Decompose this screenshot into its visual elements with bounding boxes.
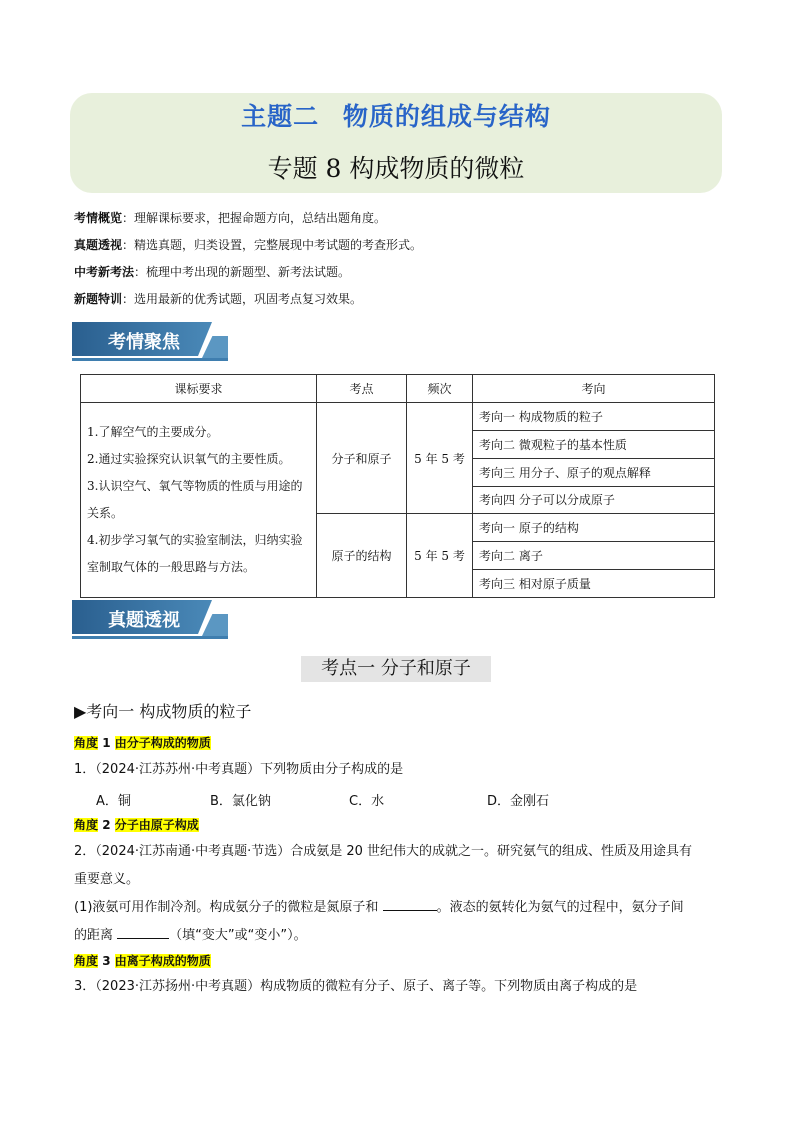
requirement-item: 2.通过实验探究认识氧气的主要性质。 [87,451,291,466]
angle-label-2: 角度 2 分子由原子构成 [74,818,199,832]
intro-line-2: 真题透视：精选真题，归类设置，完整展现中考试题的考查形式。 [74,238,423,252]
angle-label-1: 角度 1 由分子构成的物质 [74,736,211,750]
intro-line-1: 考情概览：理解课标要求，把握命题方向，总结出题角度。 [74,211,387,225]
direction-cell: 考向三 用分子、原子的观点解释 [473,458,715,486]
direction-cell: 考向四 分子可以分成原子 [473,486,715,514]
point-cell: 分子和原子 [317,402,407,514]
q1-option-d: D．金刚石 [487,794,550,809]
q1-option-a: A．铜 [96,794,131,809]
q2-line-4: 的距离 （填“变大”或“变小”）。 [74,928,307,943]
direction-cell: 考向三 相对原子质量 [473,570,715,598]
direction-cell: 考向二 微观粒子的基本性质 [473,430,715,458]
q1-option-b: B．氯化钠 [210,794,271,809]
main-title: 主题二 物质的组成与结构 [241,102,551,131]
q2-line-3: (1)液氨可用作制冷剂。构成氨分子的微粒是氮原子和 。液态的氨转化为氨气的过程中，氨分子间 [74,900,684,915]
exam-table [80,374,714,598]
freq-cell: 5 年 5 考 [407,402,473,514]
angle-label-3: 角度 3 由离子构成的物质 [74,954,211,968]
question-1: 1．（2024·江苏苏州·中考真题）下列物质由分子构成的是 [74,762,404,777]
header-cell: 考点 [317,375,407,403]
requirements-cell [81,402,317,597]
section-tag-real-label: 真题透视 [108,610,180,631]
freq-cell: 5 年 5 考 [407,514,473,598]
kaoxiang-heading: ▶考向一 构成物质的粒子 [74,702,252,721]
direction-cell: 考向一 原子的结构 [473,514,715,542]
direction-cell: 考向二 离子 [473,542,715,570]
header-cell: 频次 [407,375,473,403]
section-tag-real [72,600,228,644]
sub-title: 专题 8 构成物质的微粒 [267,154,525,183]
requirement-item: 1.了解空气的主要成分。 [87,424,219,439]
table-header-row [81,375,715,403]
answer-blank-2[interactable] [117,926,169,939]
question-3: 3．（2023·江苏扬州·中考真题）构成物质的微粒有分子、原子、离子等。下列物质由离子构成的是 [74,979,638,994]
header-banner [70,93,722,193]
q1-option-c: C．水 [349,794,385,809]
kaodian-heading: 考点一 分子和原子 [301,656,491,682]
requirement-item: 4.初步学习氧气的实验室制法，归纳实验室制取气体的一般思路与方法。 [87,532,303,574]
intro-line-4: 新题特训：选用最新的优秀试题，巩固考点复习效果。 [74,292,363,306]
section-tag-focus [72,322,228,366]
question-2 [74,838,734,950]
point-cell: 原子的结构 [317,514,407,598]
requirement-item: 3.认识空气、氧气等物质的性质与用途的关系。 [87,478,303,520]
section-tag-focus-label: 考情聚焦 [108,332,180,353]
q2-line-1: 2．（2024·江苏南通·中考真题·节选）合成氨是 20 世纪伟大的成就之一。研究氨气的组成、性质及用途具有 [74,844,693,859]
answer-blank-1[interactable] [383,898,437,911]
table-row [81,402,715,430]
header-cell: 考向 [473,375,715,403]
intro-line-3: 中考新考法：梳理中考出现的新题型、新考法试题。 [74,265,351,279]
direction-cell: 考向一 构成物质的粒子 [473,402,715,430]
q2-line-2: 重要意义。 [74,872,140,887]
header-cell: 课标要求 [81,375,317,403]
